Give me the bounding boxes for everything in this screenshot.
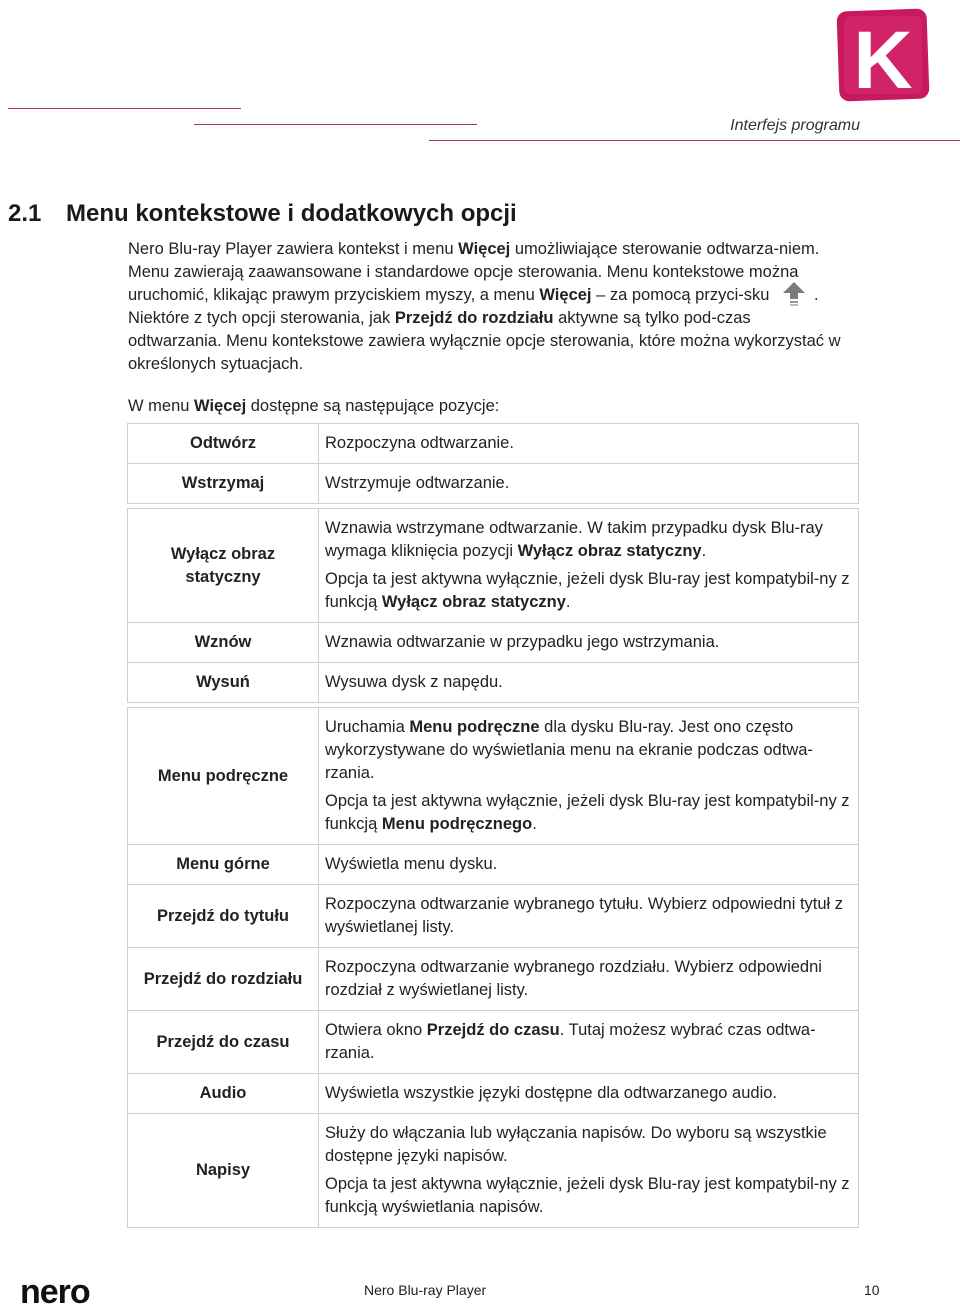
intro-paragraph (128, 238, 848, 376)
option-desc (319, 509, 859, 623)
header-rule-1 (8, 108, 241, 109)
option-desc: Wyświetla wszystkie języki dostępne dla odtwarzanego audio. (319, 1074, 859, 1114)
section-heading (8, 200, 517, 228)
section-number: 2.1 (8, 200, 42, 227)
option-name: Audio (128, 1074, 319, 1114)
page-number: 10 (864, 1282, 880, 1298)
option-name: Wstrzymaj (128, 464, 319, 504)
note-text: Opcja ta jest aktywna wyłącznie, jeżeli dysk Blu-ray jest kompatybil-ny z funkcją wyświetlania napisów. (325, 1175, 850, 1216)
option-desc: Rozpoczyna odtwarzanie wybranego tytułu. Wybierz odpowiedni tytuł z wyświetlanej listy. (319, 885, 859, 948)
desc-text: Wznawia wstrzymane odtwarzanie. W takim przypadku dysk Blu-ray wymaga kliknięcia pozycji (325, 519, 823, 560)
header-rule-2 (194, 124, 477, 125)
header-rule-3 (429, 140, 960, 141)
desc-text: . Tutaj możesz wybrać czas odtwa-rzania. (325, 1021, 816, 1062)
desc-text: Uruchamia (325, 718, 410, 736)
table-row (128, 845, 859, 885)
option-desc (319, 1114, 859, 1228)
intro-text: umożliwiające sterowanie odtwarza-niem. Menu zawierają zaawansowane i standardowe opcje sterowania. Menu kontekstowe można uruchomić, klikając prawym przyciskiem myszy, a menu (128, 240, 820, 304)
option-name: Menu górne (128, 845, 319, 885)
intro-bold: Więcej (458, 240, 511, 258)
desc-text: dla dysku Blu-ray. Jest ono często wykorzystywane do wyświetlania menu na ekranie podczas odtwa-rzania. (325, 718, 813, 782)
intro-text: aktywne są tylko pod-czas odtwarzania. Menu kontekstowe zawiera wyłącznie opcje sterowania, które można wykorzystać w określonych sytuacjach. (128, 309, 841, 373)
option-desc: Rozpoczyna odtwarzanie wybranego rozdziału. Wybierz odpowiedni rozdział z wyświetlanej listy. (319, 948, 859, 1011)
option-desc: Wstrzymuje odtwarzanie. (319, 464, 859, 504)
header-section-title: Interfejs programu (730, 117, 860, 134)
intro-bold: Więcej (539, 286, 592, 304)
table-row (128, 424, 859, 464)
option-name: Wznów (128, 623, 319, 663)
table-row (128, 1114, 859, 1228)
desc-text: Otwiera okno (325, 1021, 427, 1039)
brand-letter: K (853, 15, 913, 104)
desc-bold: Przejdź do czasu (426, 1021, 560, 1039)
table-row (128, 464, 859, 504)
option-desc: Wysuwa dysk z napędu. (319, 663, 859, 703)
note-text: Opcja ta jest aktywna wyłącznie, jeżeli dysk Blu-ray jest kompatybil-ny z funkcją (325, 570, 850, 611)
table-row (128, 885, 859, 948)
option-desc (319, 708, 859, 845)
table-row (128, 708, 859, 845)
table-row (128, 1011, 859, 1074)
table-row (128, 948, 859, 1011)
section-title: Menu kontekstowe i dodatkowych opcji (66, 200, 517, 227)
option-name: Napisy (128, 1114, 319, 1228)
available-text: dostępne są następujące pozycje: (246, 397, 500, 415)
available-text: W menu (128, 397, 195, 415)
option-name: Menu podręczne (128, 708, 319, 845)
intro-text: . Niektóre z tych opcji sterowania, jak (128, 286, 819, 327)
available-bold: Więcej (194, 397, 247, 415)
table-row (128, 1074, 859, 1114)
note-bold: Menu podręcznego (381, 815, 533, 833)
table-row (128, 509, 859, 623)
desc-bold: Wyłącz obraz statyczny (517, 542, 702, 560)
option-desc: Wznawia odtwarzanie w przypadku jego wstrzymania. (319, 623, 859, 663)
option-name: Przejdź do czasu (128, 1011, 319, 1074)
desc-bold: Menu podręczne (409, 718, 540, 736)
footer-product: Nero Blu-ray Player (364, 1282, 487, 1298)
note-text: . (565, 593, 571, 611)
note-text: Opcja ta jest aktywna wyłącznie, jeżeli dysk Blu-ray jest kompatybil-ny z funkcją (325, 792, 850, 833)
available-items-intro (128, 397, 499, 416)
option-name: Odtwórz (128, 424, 319, 464)
note-bold: Wyłącz obraz statyczny (381, 593, 566, 611)
option-name: Wysuń (128, 663, 319, 703)
footer-logo-text: nero (20, 1276, 90, 1308)
intro-text: Nero Blu-ray Player zawiera kontekst i menu (128, 240, 459, 258)
option-desc (319, 1011, 859, 1074)
nero-logo-icon (20, 1276, 140, 1308)
option-name: Przejdź do tytułu (128, 885, 319, 948)
table-row (128, 623, 859, 663)
option-desc: Wyświetla menu dysku. (319, 845, 859, 885)
table-row (128, 663, 859, 703)
desc-text: . (701, 542, 707, 560)
option-name: Przejdź do rozdziału (128, 948, 319, 1011)
intro-bold: Przejdź do rozdziału (394, 309, 554, 327)
up-arrow-icon (780, 279, 808, 307)
note-text: . (532, 815, 537, 833)
brand-logo-icon (834, 6, 932, 104)
intro-text: – za pomocą przyci-sku (591, 286, 774, 304)
desc-text: Służy do włączania lub wyłączania napisów. Do wyboru są wszystkie dostępne języki napisów. (325, 1124, 827, 1165)
option-desc: Rozpoczyna odtwarzanie. (319, 424, 859, 464)
options-table (127, 423, 859, 1228)
option-name: Wyłącz obraz statyczny (128, 509, 319, 623)
